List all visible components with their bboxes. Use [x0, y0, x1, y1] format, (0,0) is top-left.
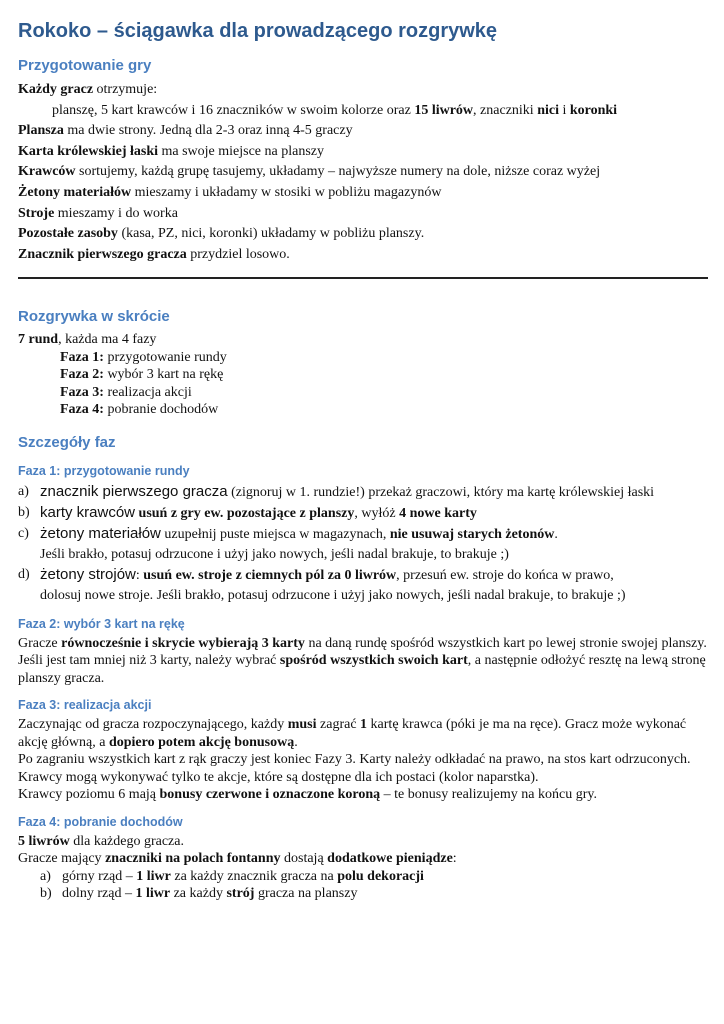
details-heading: Szczegóły faz	[18, 433, 116, 451]
phase4-block	[18, 814, 708, 903]
section-divider	[18, 277, 708, 279]
phase3-text-4: Krawcy poziomu 6 mają bonusy czerwone i oznaczone koroną – te bonusy realizujemy na końcu gry.	[18, 787, 597, 803]
setup-row: Żetony materiałów mieszamy i układamy w stosiki w pobliżu magazynów	[18, 184, 442, 200]
phase1-heading: Faza 1: przygotowanie rundy	[18, 463, 190, 478]
overview-heading: Rozgrywka w skrócie	[18, 308, 170, 326]
phase3-text-2: Po zagraniu wszystkich kart z rąk graczy jest koniec Fazy 3. Karty należy odkładać na prawo, na stos kart odrzuconych.	[18, 752, 691, 768]
phase4-item-a: a) górny rząd – 1 liwr za każdy znacznik gracza na polu dekoracji	[40, 868, 424, 884]
phase2-text: Gracze równocześnie i skrycie wybierają 3 karty na daną rundę spośród wszystkich kart po lewej stronie swojej planszy. Jeśli jest tam mniej niż 3 karty, należy wybrać spośród wszystkich swoich kart, a następnie odłożyć resztę na lewą stronę planszy gracza.	[18, 635, 707, 686]
setup-row: Stroje mieszamy i do worka	[18, 205, 178, 221]
setup-row: Plansza ma dwie strony. Jedną dla 2-3 oraz inną 4-5 graczy	[18, 123, 353, 139]
phase3-text-1: Zaczynając od gracza rozpoczynającego, każdy musi zagrać 1 kartę krawca (póki je ma na ręce). Gracz może wykonać akcję główną, a dopiero potem akcję bonusową.	[18, 717, 687, 750]
phase3-text-3: Krawcy mogą wykonywać tylko te akcje, które są dostępne dla ich postaci (kolor naparstka).	[18, 769, 539, 785]
setup-section	[18, 56, 708, 279]
phase1-item-c: c) żetony materiałów uzupełnij puste miejsca w magazynach, nie usuwaj starych żetonów. Jeśli brakło, potasuj odrzucone i użyj jako nowych, jeśli nadal brakuje, to brakuje ;)	[18, 524, 558, 562]
phase3-block	[18, 697, 708, 804]
phase1-item-d: d) żetony strojów: usuń ew. stroje z ciemnych pól za 0 liwrów, przesuń ew. stroje do końca w prawo, dolosuj nowe stroje. Jeśli brakło, potasuj odrzucone i użyj jako nowych, jeśli nadal brakuje, to brakuje ;)	[18, 565, 626, 603]
phase3-heading: Faza 3: realizacja akcji	[18, 698, 152, 713]
overview-phase: Faza 2: wybór 3 kart na rękę	[60, 367, 224, 383]
phase1-item-b: b) karty krawców usuń z gry ew. pozostające z planszy, wyłóż 4 nowe karty	[18, 503, 477, 521]
details-section	[18, 433, 708, 903]
phase4-text-2: Gracze mający znaczniki na polach fontanny dostają dodatkowe pieniądze:	[18, 851, 457, 867]
setup-each-player-detail: planszę, 5 kart krawców i 16 znaczników w swoim kolorze oraz 15 liwrów, znaczniki nici i koronki	[52, 102, 618, 118]
page-title: Rokoko – ściągawka dla prowadzącego rozgrywkę	[18, 20, 498, 42]
overview-phase: Faza 1: przygotowanie rundy	[60, 349, 227, 365]
setup-row: Krawców sortujemy, każdą grupę tasujemy, układamy – najwyższe numery na dole, niższe coraz wyżej	[18, 164, 601, 180]
phase2-heading: Faza 2: wybór 3 kart na rękę	[18, 616, 185, 631]
setup-heading: Przygotowanie gry	[18, 57, 152, 74]
phase4-text-1: 5 liwrów dla każdego gracza.	[18, 833, 184, 849]
document-page	[18, 18, 708, 903]
overview-rounds: 7 rund, każda ma 4 fazy	[18, 332, 157, 348]
phase1-block	[18, 463, 708, 606]
phase2-block	[18, 616, 708, 688]
phase1-item-a: a) znacznik pierwszego gracza (zignoruj w 1. rundzie!) przekaż graczowi, który ma kartę królewskiej łaski	[18, 482, 655, 500]
overview-section	[18, 307, 708, 419]
overview-phase: Faza 3: realizacja akcji	[60, 384, 192, 400]
overview-phase: Faza 4: pobranie dochodów	[60, 402, 219, 418]
phase4-heading: Faza 4: pobranie dochodów	[18, 814, 183, 829]
setup-row: Karta królewskiej łaski ma swoje miejsce na planszy	[18, 143, 325, 159]
setup-each-player: Każdy gracz otrzymuje:	[18, 82, 158, 97]
setup-row: Znacznik pierwszego gracza przydziel losowo.	[18, 246, 290, 262]
setup-row: Pozostałe zasoby (kasa, PZ, nici, koronki) układamy w pobliżu planszy.	[18, 226, 425, 242]
phase4-item-b: b) dolny rząd – 1 liwr za każdy strój gracza na planszy	[40, 886, 358, 902]
